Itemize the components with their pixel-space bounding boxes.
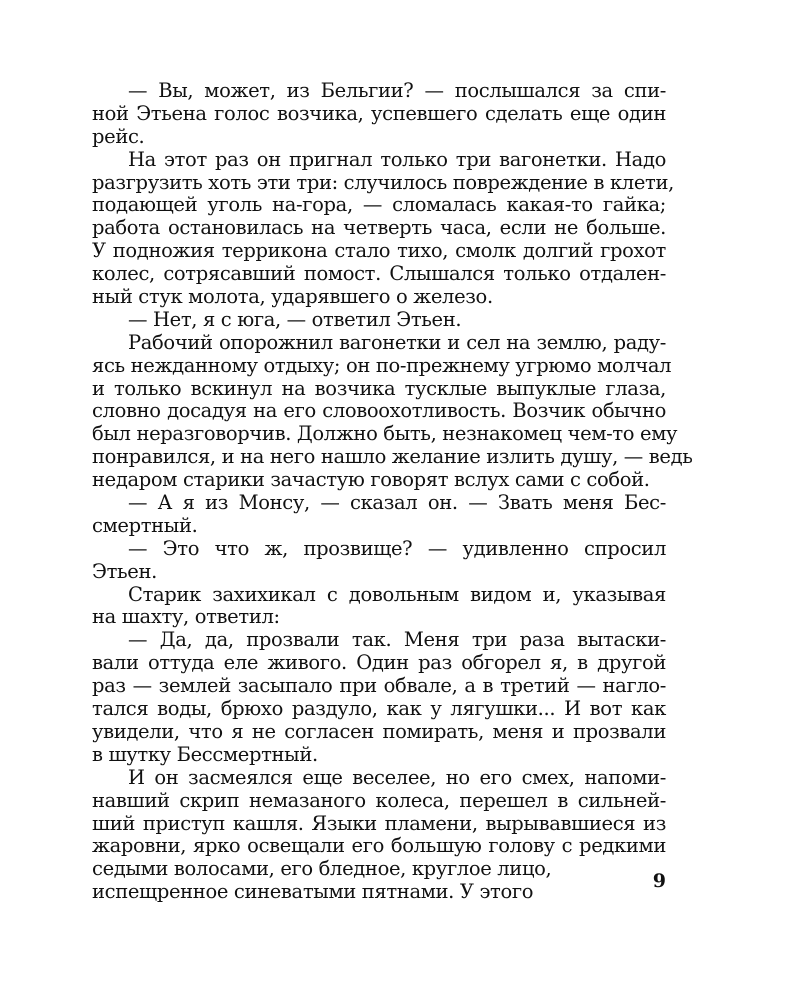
text-line: вали оттуда еле живого. Один раз обгорел я, в другой	[92, 651, 666, 675]
text-line: — А я из Монсу, — сказал он. — Звать меня Бес-	[128, 491, 666, 515]
text-line: седыми волосами, его бледное, круглое лицо,	[92, 857, 552, 881]
text-line: недаром старики зачастую говорят вслух сами с собой.	[92, 468, 650, 492]
text-line: и только вскинул на возчика тусклые выпуклые глаза,	[92, 376, 666, 400]
text-line: И он засмеялся еще веселее, но его смех, напоми-	[128, 765, 666, 789]
text-line: — Да, да, прозвали так. Меня три раза вытаски-	[128, 628, 666, 652]
text-line: ясь нежданному отдыху; он по-прежнему угрюмо молчал	[92, 353, 672, 377]
text-line: Рабочий опорожнил вагонетки и сел на землю, раду-	[128, 330, 666, 354]
text-line: ный стук молота, ударявшего о железо.	[92, 285, 493, 309]
page-number: 9	[652, 870, 666, 892]
text-line: ной Этьена голос возчика, успевшего сделать еще один	[92, 101, 666, 125]
text-line: — Нет, я с юга, — ответил Этьен.	[128, 307, 462, 331]
text-line: увидели, что я не согласен помирать, меня и прозвали	[92, 719, 666, 743]
text-line: рейс.	[92, 124, 145, 148]
text-line: работа остановилась на четверть часа, если не больше.	[92, 216, 666, 240]
text-line: раз — землей засыпало при обвале, а в третий — нагло-	[92, 674, 666, 698]
text-line: был неразговорчив. Должно быть, незнакомец чем-то ему	[92, 422, 678, 446]
text-line: смертный.	[92, 513, 198, 537]
text-line: испещренное синеватыми пятнами. У этого	[92, 880, 534, 904]
text-line: тался воды, брюхо раздуло, как у лягушки... И вот как	[92, 697, 666, 721]
text-line: Старик захихикал с довольным видом и, указывая	[128, 582, 666, 606]
text-line: словно досадуя на его словоохотливость. Возчик обычно	[92, 399, 666, 423]
text-line: — Вы, может, из Бельгии? — послышался за спи-	[128, 79, 666, 102]
text-line: на шахту, ответил:	[92, 605, 280, 629]
text-line: жаровни, ярко освещали его большую голову с редкими	[92, 834, 666, 858]
text-line: У подножия террикона стало тихо, смолк долгий грохот	[92, 239, 666, 263]
text-line: Этьен.	[92, 559, 157, 583]
body-text	[92, 79, 693, 904]
text-line: На этот раз он пригнал только три вагонетки. Надо	[128, 147, 666, 171]
text-line: ший приступ кашля. Языки пламени, вырывавшиеся из	[92, 811, 666, 835]
text-line: — Это что ж, прозвище? — удивленно спросил	[128, 536, 666, 560]
text-line: в шутку Бессмертный.	[92, 742, 318, 766]
text-line: подающей уголь на-гора, — сломалась какая-то гайка;	[92, 193, 666, 217]
text-line: колес, сотрясавший помост. Слышался только отдален-	[92, 262, 666, 286]
text-line: навший скрип немазаного колеса, перешел в сильней-	[92, 788, 666, 812]
text-line: разгрузить хоть эти три: случилось повреждение в клети,	[92, 170, 674, 194]
text-line: понравился, и на него нашло желание излить душу, — ведь	[92, 445, 693, 469]
